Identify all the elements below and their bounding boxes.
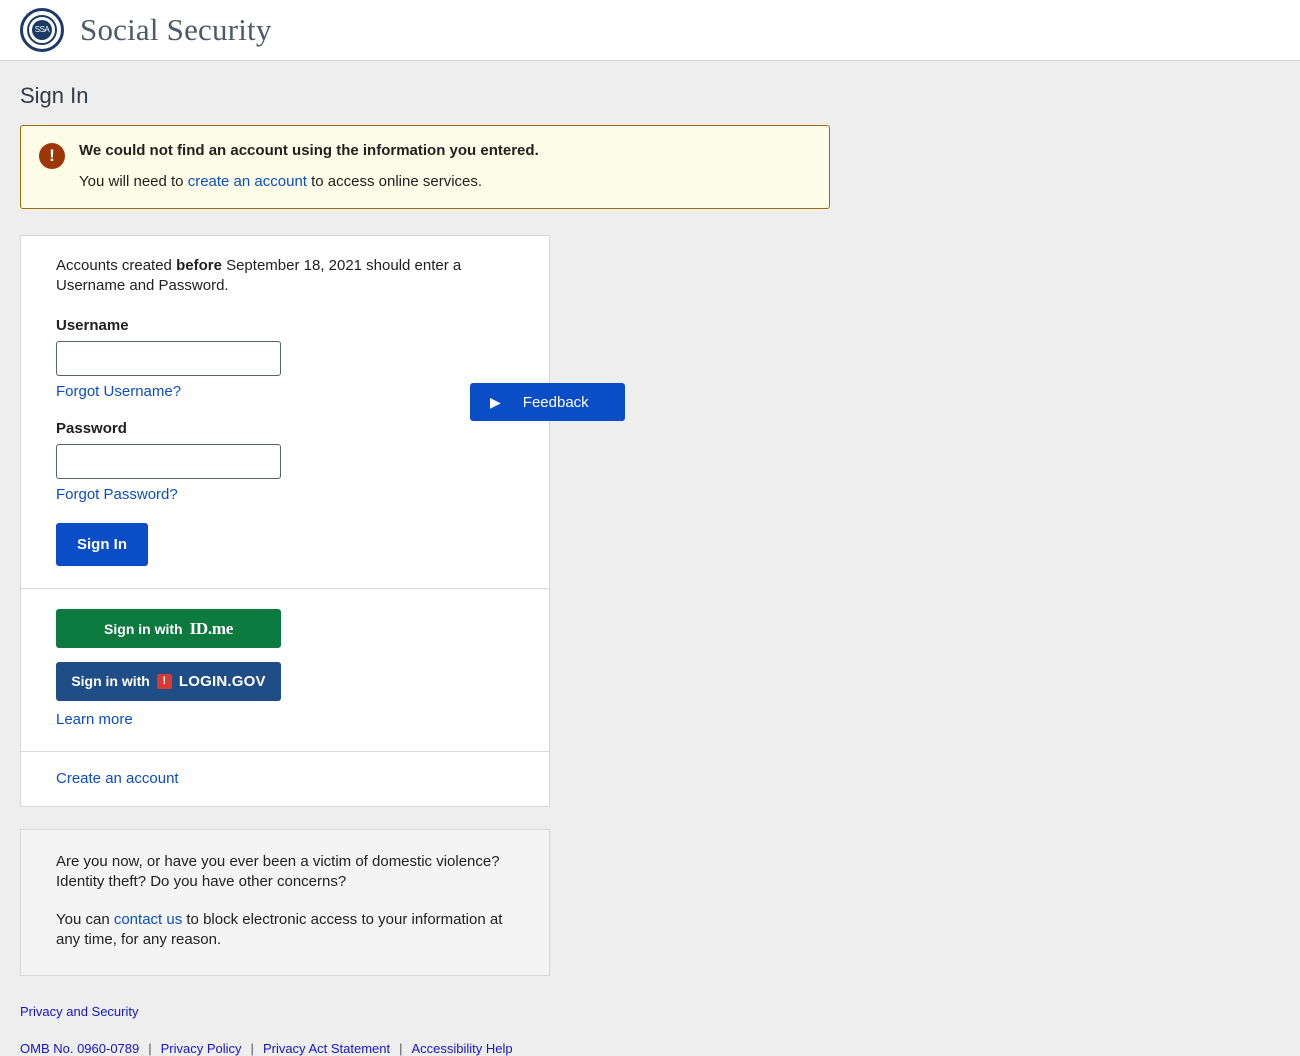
privacy-act-statement-link[interactable]: Privacy Act Statement bbox=[262, 1040, 391, 1056]
learn-more-link[interactable]: Learn more bbox=[56, 710, 133, 728]
footer-links-row bbox=[20, 1041, 1280, 1056]
alert-title: We could not find an account using the information you entered. bbox=[79, 142, 539, 159]
play-triangle-icon: ▶ bbox=[490, 393, 501, 410]
privacy-policy-link[interactable]: Privacy Policy bbox=[160, 1040, 242, 1056]
password-label: Password bbox=[56, 419, 127, 437]
create-account-button[interactable]: Create an account bbox=[56, 769, 179, 787]
omb-number-link[interactable]: OMB No. 0960-0789 bbox=[20, 1040, 140, 1056]
legacy-note-pre: Accounts created bbox=[56, 257, 177, 274]
brand-title: Social Security bbox=[80, 12, 272, 47]
domestic-violence-info-box bbox=[20, 829, 550, 976]
accessibility-help-link[interactable]: Accessibility Help bbox=[411, 1040, 513, 1056]
footer-separator-2: | bbox=[250, 1040, 254, 1056]
info-paragraph-2-pre: You can bbox=[56, 911, 114, 928]
page-content bbox=[0, 83, 1300, 976]
error-exclamation-icon: ! bbox=[39, 143, 65, 169]
legacy-account-note bbox=[56, 256, 506, 297]
partner-sign-in-section bbox=[21, 589, 549, 752]
username-input[interactable] bbox=[56, 341, 281, 376]
legacy-note-post: September 18, 2021 should enter a Username and Password. bbox=[56, 257, 462, 295]
logingov-wordmark: LOGIN.GOV bbox=[178, 672, 266, 690]
logingov-mark-icon: ! bbox=[157, 674, 172, 689]
sign-in-card bbox=[20, 235, 550, 807]
alert-subtext bbox=[79, 173, 539, 190]
footer-separator-1: | bbox=[148, 1040, 152, 1056]
alert-sub-prefix: You will need to bbox=[79, 173, 188, 190]
idme-logo: ID.me bbox=[189, 618, 233, 638]
legacy-note-bold: before bbox=[176, 257, 222, 274]
error-alert bbox=[20, 125, 830, 209]
privacy-and-security-link[interactable]: Privacy and Security bbox=[20, 1003, 139, 1019]
site-header bbox=[0, 0, 1300, 61]
ssa-seal-icon bbox=[20, 8, 64, 52]
info-paragraph-1: Are you now, or have you ever been a victim of domestic violence? Identity theft? Do you have other concerns? bbox=[56, 852, 500, 890]
password-input[interactable] bbox=[56, 444, 281, 479]
create-account-link[interactable]: create an account bbox=[187, 173, 307, 190]
forgot-password-link[interactable]: Forgot Password? bbox=[56, 485, 178, 503]
alert-sub-suffix: to access online services. bbox=[306, 173, 483, 190]
footer-privacy-row bbox=[20, 1004, 1280, 1019]
feedback-button[interactable] bbox=[470, 383, 625, 421]
info-paragraph-2-post: to block electronic access to your information at any time, for any reason. bbox=[56, 911, 503, 949]
idme-prefix-label: Sign in with bbox=[104, 620, 183, 637]
logingov-prefix-label: Sign in with bbox=[71, 673, 150, 689]
page-footer bbox=[0, 1004, 1300, 1056]
forgot-username-link[interactable]: Forgot Username? bbox=[56, 382, 182, 400]
footer-separator-3: | bbox=[399, 1040, 403, 1056]
username-label: Username bbox=[56, 316, 129, 334]
alert-body bbox=[79, 142, 539, 190]
feedback-label: Feedback bbox=[522, 393, 589, 411]
create-account-section bbox=[21, 752, 549, 806]
sign-in-button[interactable]: Sign In bbox=[56, 523, 148, 566]
sign-in-with-logingov-button[interactable] bbox=[56, 662, 281, 701]
page-title: Sign In bbox=[20, 83, 89, 108]
seal-inner-text: SSA bbox=[32, 20, 52, 40]
sign-in-with-idme-button[interactable] bbox=[56, 609, 281, 648]
info-paragraph-2 bbox=[56, 910, 514, 951]
contact-us-link[interactable]: contact us bbox=[113, 911, 183, 928]
